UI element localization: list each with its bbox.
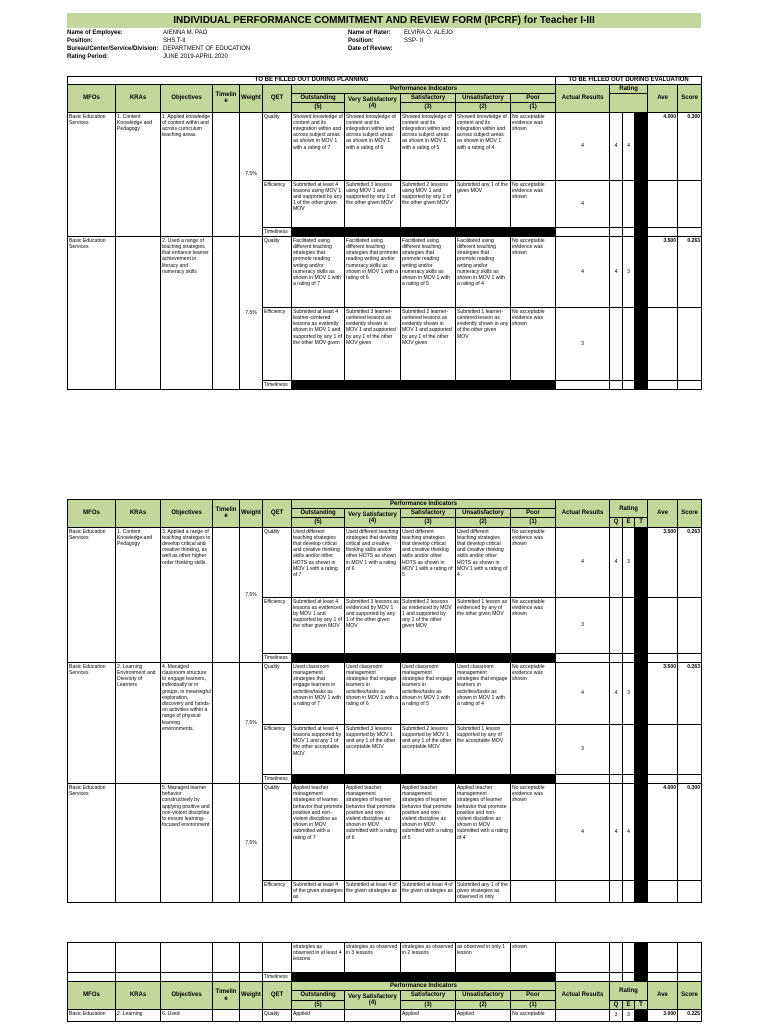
mfos-header: MFOs <box>68 85 116 113</box>
outstanding-header: Outstanding <box>292 94 345 103</box>
rater-name: ELVIRA O. ALEJO <box>404 30 453 36</box>
actual-result: 4 <box>556 112 610 180</box>
employee-name: AIENNA M. PAO <box>163 30 208 36</box>
rater-position-label: Position: <box>348 38 374 44</box>
bureau-value: DEPARTMENT OF EDUCATION <box>163 46 251 52</box>
unsatisfactory-header: Unsatisfactory <box>456 94 511 103</box>
form-title: INDIVIDUAL PERFORMANCE COMMITMENT AND REVIEW FORM (IPCRF) for Teacher I-III <box>67 13 701 28</box>
ave-header: Ave <box>648 85 678 113</box>
rater-position-value: SSP- II <box>404 38 424 44</box>
rater-label: Name of Rater: <box>348 30 391 36</box>
planning-band: TO BE FILLED OUT DURING PLANNING <box>68 77 556 85</box>
performance-indicators-header: Performance Indicators <box>292 85 556 94</box>
page-break <box>0 912 768 942</box>
position-value: SHS T-II <box>163 38 186 44</box>
objective-cell: 1. Applied knowledge of content within and across curriculum teaching areas. <box>161 112 213 236</box>
kras-header: KRAs <box>116 85 161 113</box>
kra-cell: 1. Content Knowledge and Pedagogy <box>116 112 161 236</box>
weight-header: Weight <box>240 85 263 113</box>
rating-header: Rating <box>610 85 648 94</box>
weight-cell: 7.5% <box>240 112 263 236</box>
employee-info <box>67 30 701 62</box>
objectives-header: Objectives <box>161 85 213 113</box>
period-label: Rating Period: <box>67 54 109 60</box>
timeline-header: Timeline <box>213 85 240 113</box>
bureau-label: Bureau/Center/Service/Division: <box>67 46 159 52</box>
very-satisfactory-header: Very Satisfactory (4) <box>345 94 401 112</box>
satisfactory-header: Satisfactory <box>401 94 456 103</box>
actual-results-header: Actual Results <box>556 85 610 113</box>
score-header: Score <box>678 85 702 113</box>
mfo-cell: Basic Education Services <box>68 112 116 236</box>
position-label: Position: <box>67 38 93 44</box>
poor-header: Poor <box>511 94 556 103</box>
period-value: JUNE 2019-APRIL 2020 <box>163 54 228 60</box>
employee-label: Name of Employee: <box>67 30 123 36</box>
review-date-label: Date of Review: <box>348 46 393 52</box>
ipcrf-table-2: MFOs KRAs Objectives Timeline Weight QET Performance Indicators Actual Results Rating Ave Score Outstanding Very Satisfactory (4) Satisfactory Unsatisfactory Poor (5) (3) (2) (1) Q E T Basic Education Services 1. Content Knowledge and Pedagogy 3. Applied a range of teaching strategies to develop critical and creative thinking, as well as other higher order thinking skills. 7.5% Quality Used different teaching strategies that develop critical and creative thinking skills and/or other HOTS as shown in MOV 1 with a rating of 7 Used different teaching strategies that develop critical and creative thinking skills and/or other HOTS as shown in MOV 1 with a rating of 6 Used different teaching strategies that develop critical and creative thinking skills and/or other HOTS as shown in MOV 1 with a rating of 5 Used different teaching strategies that develop critical and creative thinking skills and/or other HOTS as shown in MOV 1 with a rating of 4 No acceptable evidence was shown 4 4 3 3.500 0.263 Efficiency Submitted at least 4 lessons as evidenced by MOV 1 and supported by any 1 of the other given MOV Submitted 3 lessons as evidenced by MOV 1 and supported by any 1 of the other given MOV Submitted 2 lessons as evidenced by MOV 1 and supported by any 1 of the other given MOV Submitted 1 lesson as evidenced by any of the other given MOV No acceptable evidence was shown 3 Timeliness Basic Education Services 2. Learning Environment and Diversity of Learners 4. Managed classroom structure to engage learners, individually or in groups, in meaningful exploration, discovery and hands-on activities within a range of physical learning environments. 7.5% Quality Used classroom management strategies that engage learners in activities/tasks as shown in MOV 1 with a rating of 7 Used classroom management strategies that engage learners in activities/tasks as shown in MOV 1 with a rating of 6 Used classroom management strategies that engage learners in activities/tasks as shown in MOV 1 with a rating of 5 Used classroom management strategies that engage learners in activities/tasks as shown in MOV 1 with a rating of 4 No acceptable evidence was shown 4 4 3 3.500 0.263 Efficiency Submitted at least 4 lessons supported by MOV 1 and any 1 of the other acceptable MOV Submitted 3 lessons supported by MOV 1 and any 1 of the other acceptable MOV Submitted 2 lessons supported by MOV 1 and any 1 of the other acceptable MOV Submitted 1 lesson supported by any of the acceptable MOV 3 Timeliness Basic Education Services 5. Managed learner behavior constructively by applying positive and non-violent discipline to ensure learning-focused environment 7.5% Quality Applied teacher management strategies of learner behavior that promote positive and non-violent discipline as shown in MOV submitted with a rating of 7 Applied teacher management strategies of learner behavior that promote positive and non-violent discipline as shown in MOV submitted with a rating of 6 Applied teacher management strategies of learner behavior that promote positive and non-violent discipline as shown in MOV submitted with a rating of 5 Applied teacher management strategies of learner behavior that promote positive and non-violent discipline as shown in MOV submitted with a rating of 4 No acceptable evidence was shown 4 4 4 4.000 0.300 Efficiency Submitted at least 4 of the given strategies as Submitted at least 4 of the given strategies as Submitted at least 4 of the given strategies as Submitted any 1 of the given strategies as observed in only <box>67 499 702 903</box>
ipcrf-table-3: strategies as observed in at least 4 lessons strategies as observed in 3 lessons strategies as observed in 2 lessons as observed in only 1 lesson shown Timeliness MFOs KRAs Objectives Timeline Weight QET Performance Indicators Actual Results Rating Ave Score Outstanding Very Satisfactory (4) Satisfactory Unsatisfactory Poor (5) (3) (2) (1) Q E T Basic Education 2. Learning 6. Used Quality Applied Applied Applied No acceptable 3 3 3.000 0.225 <box>67 942 702 1022</box>
evaluation-band: TO BE FILLED OUT DURING EVALUATION <box>556 77 702 85</box>
ipcrf-table-1: TO BE FILLED OUT DURING PLANNING TO BE FILLED OUT DURING EVALUATION MFOs KRAs Objectives Timeline Weight QET Performance Indicators Actual Results Rating Ave Score Outstanding Very Satisfactory (4) Satisfactory Unsatisfactory Poor (5) (3) (2) (1) Basic Education Services 1. Content Knowledge and Pedagogy 1. Applied knowledge of content within and across curriculum teaching areas. 7.5% Quality Showed knowledge of content and its integration within and across subject areas as shown in MOV 1 with a rating of 7 Showed knowledge of content and its integration within and across subject areas as shown in MOV 1 with a rating of 6 Showed knowledge of content and its integration within and across subject areas as shown in MOV 1 with a rating of 5 Showed knowledge of content and its integration within and across subject areas as shown in MOV 1 with a rating of 4 No acceptable evidence was shown 4 4 4 4.000 0.300 Efficiency Submitted at least 4 lessons using MOV 1 and supported by any 1 of the other given MOV Submitted 3 lessons using MOV 1 and supported by any 1 of the other given MOV Submitted 2 lessons using MOV 1 and supported by any 1 of the other given MOV Submitted any 1 of the given MOV No acceptable evidence was shown 4 Timeliness Basic Education Services 2. Used a range of teaching strategies that enhance learner achievement in literacy and numeracy skills 7.5% Quality Facilitated using different teaching strategies that promote reading writing and/or numeracy skills as shown in MOV 1 with a rating of 7 Facilitated using different teaching strategies that promote reading writing and/or numeracy skills as shown in MOV 1 with a rating of 6 Facilitated using different teaching strategies that promote reading writing and/or numeracy skills as shown in MOV 1 with a rating of 5 Facilitated using different teaching strategies that promote reading writing and/or numeracy skills as shown in MOV 1 with a rating of 4 No acceptable evidence was shown 4 4 3 3.500 0.263 Efficiency Submitted at least 4 learner-centered lessons as evidently shown in MOV 1 and supported by any 1 of the other MOV given Submitted 3 learner-centered lessons as evidently shown in MOV 1 and supported by any 1 of the other MOV given Submitted 2 learner-centered lessons as evidently shown in MOV 1 and supported by any 1 of the other MOV given Submitted 1 learner-centered lesson as evidently shown in any of the other given MOV No acceptable evidence was shown 3 Timeliness <box>69 77 701 388</box>
qet-header: QET <box>263 85 292 113</box>
